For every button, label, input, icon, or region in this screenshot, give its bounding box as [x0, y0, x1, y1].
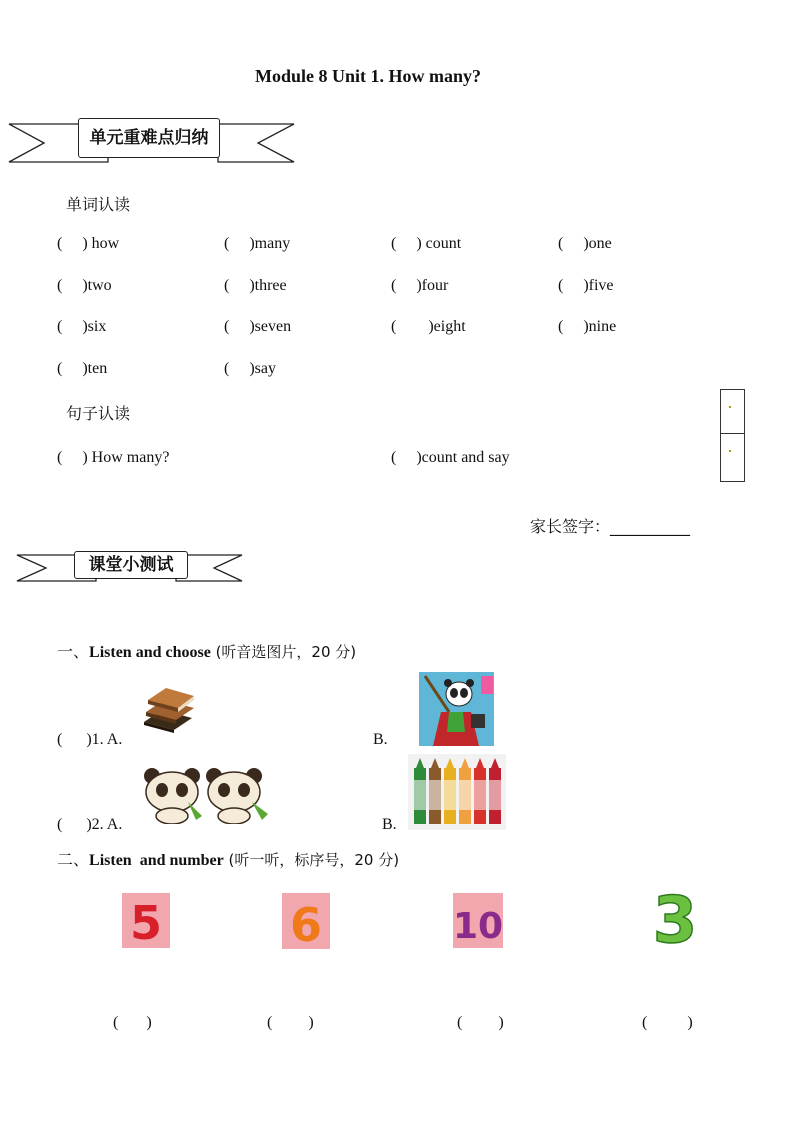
part2-heading	[57, 847, 399, 870]
answer-blank[interactable]: ( )	[224, 235, 255, 252]
table-mark	[729, 406, 731, 408]
crayon-tip	[476, 758, 484, 768]
svg-text:3: 3	[652, 884, 698, 948]
crayon-tip	[431, 758, 439, 768]
word-item	[57, 235, 119, 253]
two-pandas-icon	[142, 766, 270, 824]
books-picture[interactable]	[140, 682, 196, 734]
number-picture-5[interactable]	[122, 893, 170, 948]
section-banner-quiz	[16, 549, 244, 585]
answer-blank[interactable]: ( )	[391, 318, 434, 335]
section-label-quiz: 课堂小测试	[74, 551, 188, 579]
crayon-label	[429, 780, 441, 810]
crayon-tip	[416, 758, 424, 768]
word-text: count	[421, 235, 462, 252]
word-item	[558, 235, 612, 253]
question-2	[57, 816, 122, 834]
question-label: 1. A.	[91, 731, 123, 748]
svg-text:10: 10	[453, 906, 503, 947]
table-divider	[721, 433, 744, 434]
answer-blank[interactable]: ( )	[224, 360, 255, 377]
part1-heading	[57, 639, 356, 662]
word-text: three	[254, 277, 287, 294]
answer-blank[interactable]: ( )	[391, 235, 422, 252]
word-item	[57, 360, 107, 378]
part1-instructions: (听音选图片，20 分)	[210, 643, 357, 661]
answer-blank[interactable]: ( )	[57, 235, 88, 252]
word-text: ten	[87, 360, 108, 377]
answer-blank[interactable]: ( )	[57, 277, 88, 294]
part1-title: Listen and choose	[89, 644, 211, 661]
sentence-text: How many?	[87, 449, 170, 466]
answer-blank[interactable]: ( )	[391, 277, 422, 294]
word-item	[391, 318, 466, 336]
word-text: one	[588, 235, 612, 252]
crayon-label	[459, 780, 471, 810]
answer-blank[interactable]: ( )	[57, 449, 88, 466]
crayon-label	[489, 780, 501, 810]
panda-magician-picture[interactable]	[419, 672, 494, 746]
number-picture-10[interactable]	[453, 893, 503, 948]
word-text: how	[87, 235, 120, 252]
number-five-icon	[122, 893, 170, 948]
answer-blank[interactable]: ( )	[57, 318, 88, 335]
two-pandas-picture[interactable]	[142, 766, 270, 824]
answer-blank[interactable]: ( )	[558, 277, 589, 294]
word-item	[224, 318, 291, 336]
words-heading: 单词认读	[66, 195, 131, 214]
books-icon	[140, 682, 196, 734]
word-text: nine	[588, 318, 617, 335]
word-text: five	[588, 277, 614, 294]
word-item	[558, 277, 614, 295]
answer-blank[interactable]: ( )	[224, 277, 255, 294]
word-item	[224, 360, 276, 378]
word-item	[558, 318, 616, 336]
crayon-tip	[461, 758, 469, 768]
number-answer-blank-3[interactable]: ( )	[457, 1014, 504, 1031]
part2-number: 二、	[57, 850, 90, 869]
word-item	[57, 277, 112, 295]
sentences-heading: 句子认读	[66, 404, 131, 423]
word-text: two	[87, 277, 112, 294]
word-item	[57, 318, 106, 336]
word-text: four	[421, 277, 449, 294]
svg-text:5: 5	[129, 896, 163, 948]
number-picture-6[interactable]	[282, 893, 330, 949]
answer-blank[interactable]: ( )	[57, 816, 92, 833]
answer-blank[interactable]: ( )	[558, 235, 589, 252]
option-b-label: B.	[382, 816, 397, 833]
crayons-icon	[408, 754, 506, 830]
sentence-text: count and say	[421, 449, 510, 466]
crayon-label	[444, 780, 456, 810]
question-1	[57, 731, 122, 749]
crayons-picture[interactable]	[408, 754, 506, 830]
number-ten-icon	[453, 893, 503, 948]
word-text: six	[87, 318, 107, 335]
part1-number: 一、	[57, 642, 90, 661]
answer-blank[interactable]: ( )	[224, 318, 255, 335]
question-label: 2. A.	[91, 816, 123, 833]
word-item	[224, 235, 290, 253]
crayon-label	[414, 780, 426, 810]
word-item	[391, 277, 448, 295]
word-text: say	[254, 360, 276, 377]
panda-magician-icon	[419, 672, 494, 746]
number-answer-blank-1[interactable]: ( )	[113, 1014, 152, 1031]
part2-instructions: (听一听，标序号，20 分)	[223, 851, 400, 869]
number-answer-blank-4[interactable]: ( )	[642, 1014, 693, 1031]
word-item	[391, 235, 461, 253]
table-mark	[729, 450, 731, 452]
word-text: many	[254, 235, 291, 252]
section-label-review: 单元重难点归纳	[78, 118, 220, 158]
answer-blank[interactable]: ( )	[391, 449, 422, 466]
crayon-tip	[491, 758, 499, 768]
svg-text:6: 6	[289, 898, 323, 949]
sentence-item-2	[391, 449, 510, 467]
word-text: seven	[254, 318, 292, 335]
section-banner-review	[8, 118, 296, 166]
part2-title: Listen and number	[89, 852, 224, 869]
side-table	[720, 389, 745, 482]
option-b-label: B.	[373, 731, 388, 748]
number-answer-blank-2[interactable]: ( )	[267, 1014, 314, 1031]
crayon-tip	[446, 758, 454, 768]
parent-signature[interactable]: 家长签字：__________	[530, 517, 691, 536]
answer-blank[interactable]: ( )	[57, 360, 88, 377]
number-three-icon	[642, 884, 708, 948]
word-item	[224, 277, 287, 295]
page-title: Module 8 Unit 1. How many?	[255, 66, 482, 86]
word-text: eight	[433, 318, 466, 335]
number-six-icon	[282, 893, 330, 949]
crayon-label	[474, 780, 486, 810]
number-picture-3[interactable]	[642, 884, 708, 948]
answer-blank[interactable]: ( )	[57, 731, 92, 748]
sentence-item-1	[57, 449, 169, 467]
answer-blank[interactable]: ( )	[558, 318, 589, 335]
